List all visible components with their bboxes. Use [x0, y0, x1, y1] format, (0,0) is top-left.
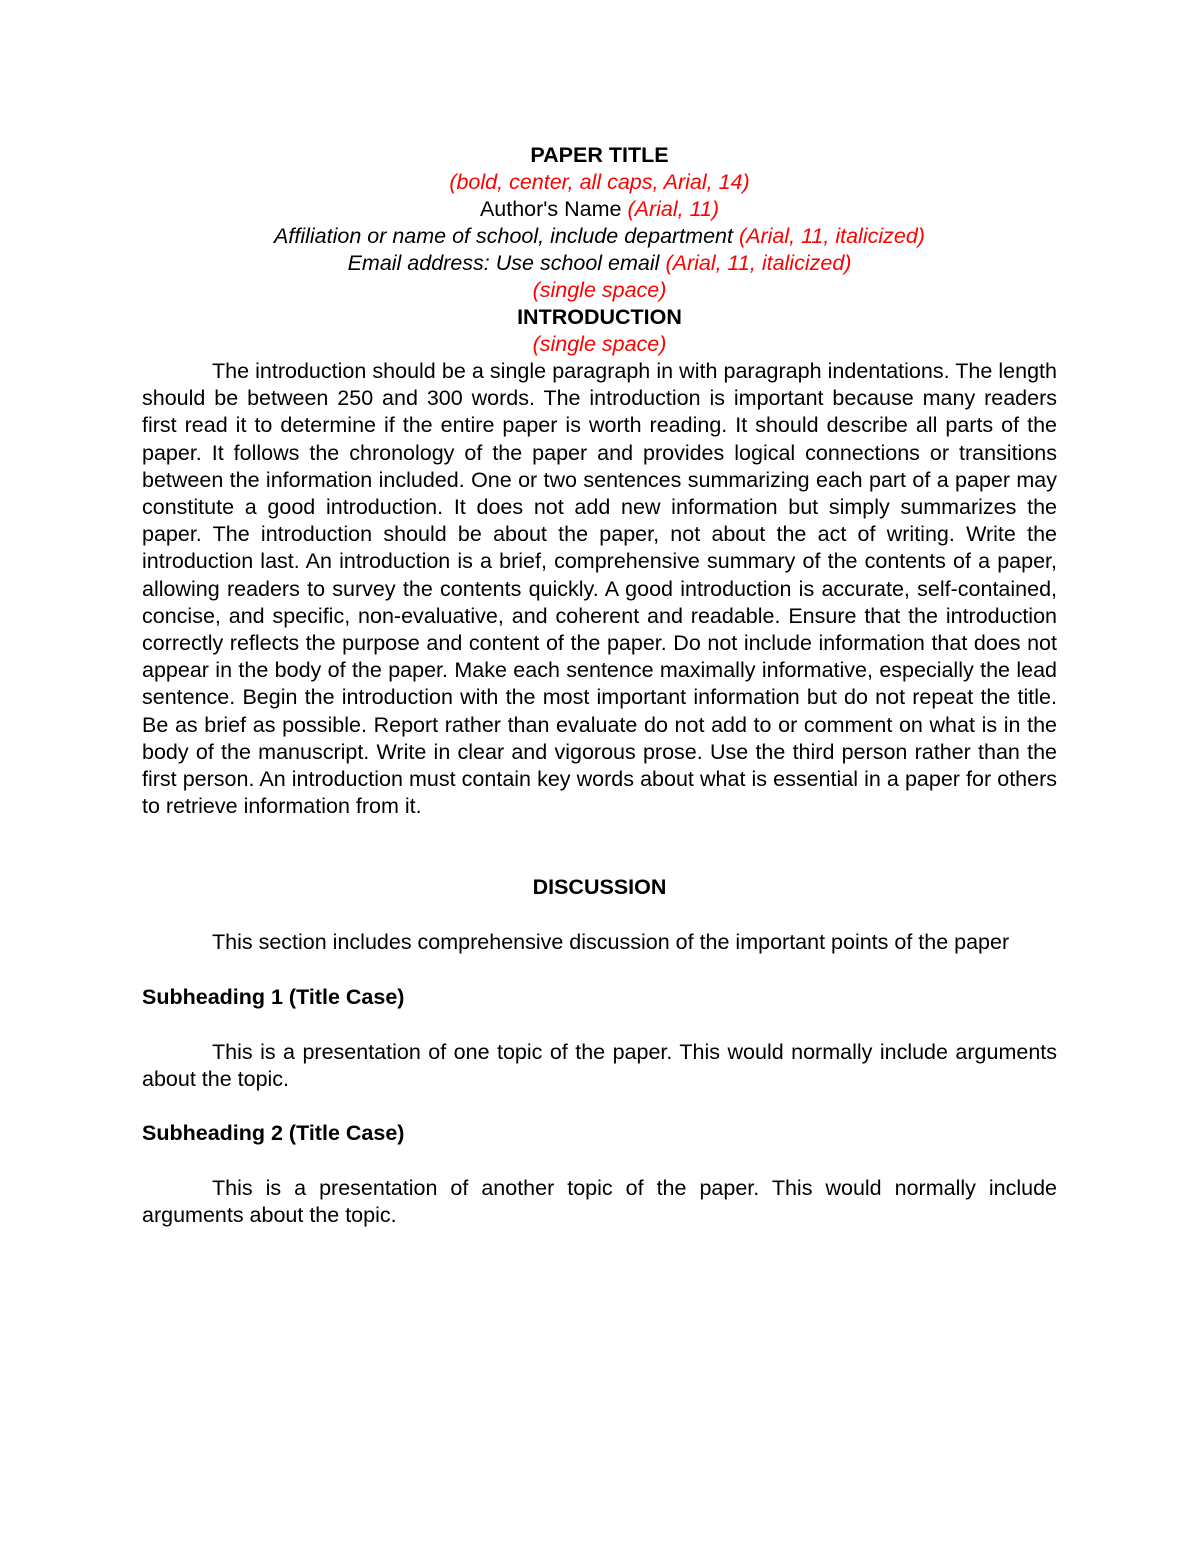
spacing-note: (single space)	[532, 278, 667, 302]
discussion-heading: DISCUSSION	[532, 875, 667, 900]
paper-title: PAPER TITLE	[530, 143, 669, 167]
subheading-2-paragraph: This is a presentation of another topic of the paper. This would normally include arguments about the topic.	[142, 1176, 1057, 1228]
author-name: Author's Name	[479, 197, 622, 221]
author-format-note: (Arial, 11)	[627, 197, 720, 221]
introduction-heading: INTRODUCTION	[517, 305, 682, 329]
title-block	[142, 142, 1057, 358]
introduction-paragraph: The introduction should be a single paragraph in with paragraph indentations. The length should be between 250 and 300 words. The introduction is important because many readers first read it to determine if the entire paper is worth reading. It should describe all parts of the paper. It follows the chronology of the paper and provides logical connections or transitions between the information included. One or two sentences summarizing each part of a paper may constitute a good introduction. It does not add new information but simply summarizes the paper. The introduction should be about the paper, not about the act of writing. Write the introduction last. An introduction is a brief, comprehensive summary of the contents of a paper, allowing readers to survey the contents quickly. A good introduction is accurate, self-contained, concise, and specific, non-evaluative, and coherent and readable. Ensure that the introduction correctly reflects the purpose and content of the paper. Do not include information that does not appear in the body of the paper. Make each sentence maximally informative, especially the lead sentence. Begin the introduction with the most important information but do not repeat the title. Be as brief as possible. Report rather than evaluate do not add to or comment on what is in the body of the manuscript. Write in clear and vigorous prose. Use the third person rather than the first person. An introduction must contain key words about what is essential in a paper for others to retrieve information from it.	[142, 359, 1057, 819]
title-format-note: (bold, center, all caps, Arial, 14)	[449, 170, 750, 194]
subheading-1-paragraph: This is a presentation of one topic of the paper. This would normally include arguments about the topic.	[142, 1039, 1057, 1091]
author-line	[142, 196, 1057, 223]
document-page	[142, 142, 1057, 1229]
email-format-note: (Arial, 11, italicized)	[665, 251, 852, 275]
discussion-paragraph: This section includes comprehensive discussion of the important points of the paper	[212, 930, 1010, 955]
affiliation: Affiliation or name of school, include department	[274, 224, 733, 248]
affiliation-format-note: (Arial, 11, italicized)	[738, 224, 925, 248]
subheading-2: Subheading 2 (Title Case)	[142, 1121, 405, 1146]
spacing-note: (single space)	[532, 332, 667, 356]
affiliation-line	[142, 223, 1057, 250]
email-line	[142, 250, 1057, 277]
email-address: Email address: Use school email	[347, 251, 660, 275]
subheading-1: Subheading 1 (Title Case)	[142, 984, 405, 1009]
